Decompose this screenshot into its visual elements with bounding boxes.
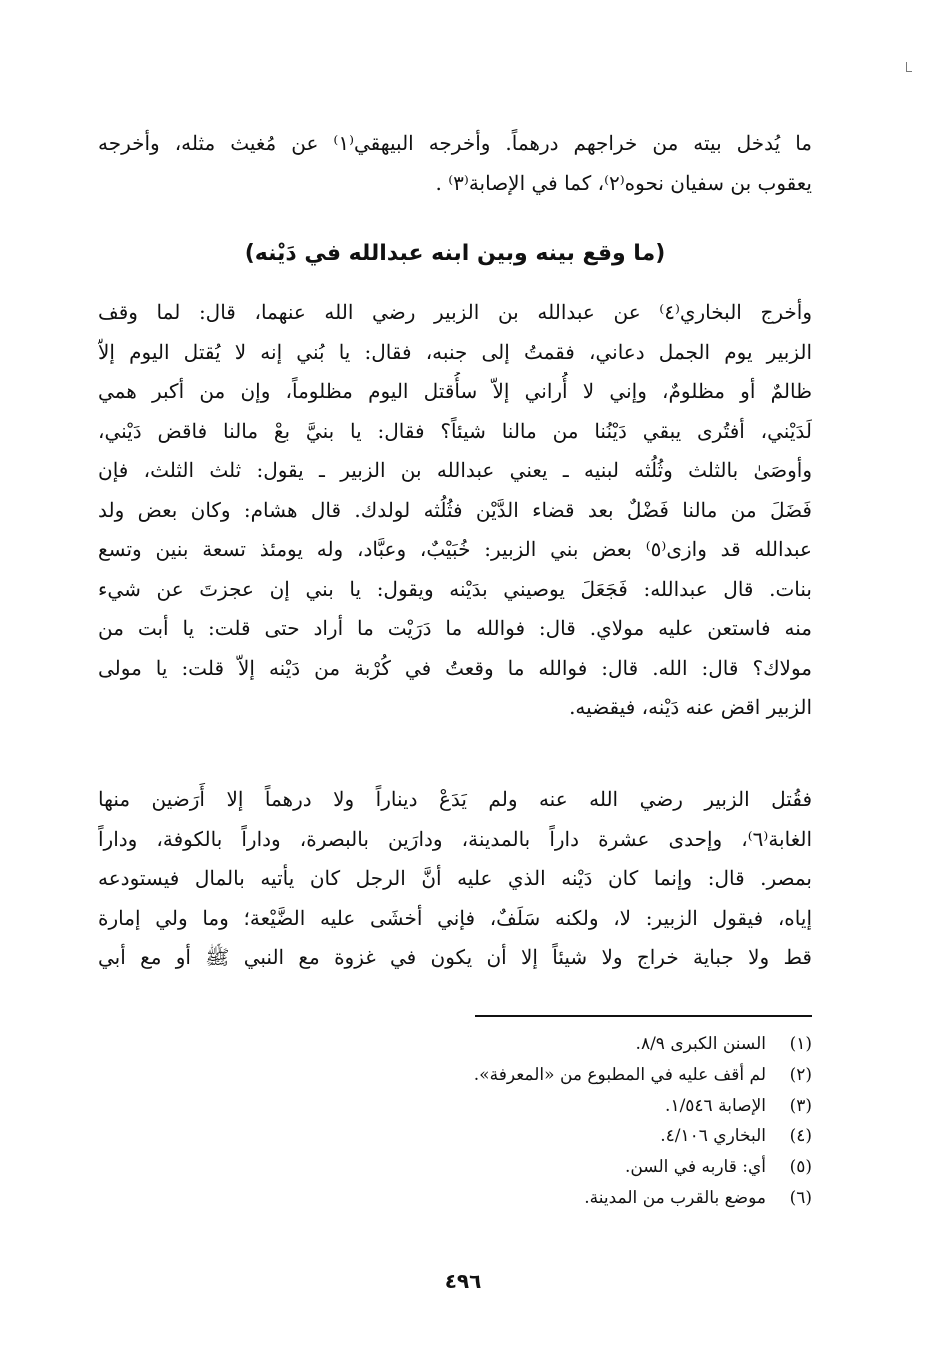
footnote-number: (٣) bbox=[789, 1095, 812, 1116]
footnote-text: موضع بالقرب من المدينة. bbox=[584, 1187, 766, 1208]
paragraph-line: وأخرج البخاري⁽٤⁾ عن عبدالله بن الزبير رضي الله عنهما، قال: لما وقف bbox=[98, 300, 812, 324]
intro-paragraph bbox=[98, 124, 812, 203]
footnote-text: السنن الكبرى ٨/٩. bbox=[635, 1034, 766, 1054]
section-heading: (ما وقع بينه وبين ابنه عبدالله في دَيْنه) bbox=[244, 241, 666, 266]
footnote-number: (٢) bbox=[789, 1064, 812, 1085]
page-number: ٤٩٦ bbox=[444, 1269, 482, 1293]
footnote-text: لم أقف عليه في المطبوع من «المعرفة». bbox=[473, 1064, 766, 1085]
paragraph-line: الغابة⁽٦⁾، وإحدى عشرة داراً بالمدينة، ودارَين بالبصرة، وداراً بالكوفة، وداراً bbox=[98, 826, 812, 851]
footnote bbox=[300, 1121, 812, 1152]
footnote bbox=[300, 1060, 812, 1091]
paragraph-line: إياه، فيقول الزبير: لا، ولكنه سَلَفٌ، فإني أخشَى عليه الضَّيْعة؛ وما ولي إمارة bbox=[98, 905, 812, 930]
footnote-number: (٤) bbox=[789, 1126, 812, 1147]
paragraph-line: الزبير يوم الجمل دعاني، فقمتُ إلى جنبه، فقال: يا بُني إنه لا يُقتل اليوم إلاّ bbox=[98, 339, 812, 364]
footnote-text: البخاري ٤/١٠٦. bbox=[660, 1126, 766, 1147]
footnote-number: (٥) bbox=[789, 1157, 812, 1178]
paragraph-line: مولاك؟ قال: الله. قال: فوالله ما وقعتُ في كُرْبة من دَيْنه إلاّ قلت: يا مولى bbox=[98, 655, 812, 680]
footnote-text: أي: قاربه في السن. bbox=[624, 1157, 766, 1178]
paragraph-line: لَدَيْني، أفتُرى يبقي دَيْنُنا من مالنا شيئاً؟ فقال: يا بنيَّ بعْ مالنا فاقض دَيْني، bbox=[98, 418, 812, 443]
paragraph-line: بنات. قال عبدالله: فَجَعَلَ يوصيني بدَيْنه ويقول: يا بني إن عجزتَ عن شيء bbox=[98, 576, 812, 601]
paragraph-line: الزبير اقض عنه دَيْنه، فيقضيه. bbox=[569, 695, 812, 719]
footnotes bbox=[300, 1029, 812, 1214]
paragraph-line: ظالمٌ أو مظلومٌ، وإني لا أُراني إلاّ سأُقتل اليوم مظلوماً، وإن من أكبر همي bbox=[98, 379, 812, 403]
scan-corner-mark bbox=[906, 62, 912, 72]
paragraph-line: منه فاستعن عليه مولاي. قال: فوالله ما دَرَيْت ما أراد حتى قلت: يا أبت من bbox=[98, 616, 812, 640]
intro-line: يعقوب بن سفيان نحوه⁽٢⁾، كما في الإصابة⁽٣⁾ . bbox=[435, 170, 812, 195]
footnote bbox=[300, 1183, 812, 1214]
paragraph-line: فقُتل الزبير رضي الله عنه ولم يَدَعْ ديناراً ولا درهماً إلا أَرَضين منها bbox=[98, 787, 812, 811]
paragraph-1 bbox=[98, 293, 812, 728]
paragraph-line: عبدالله قد وازى⁽٥⁾ بعض بني الزبير: خُبَيْبٌ، وعبَّاد، وله يومئذ تسعة بنين وتسع bbox=[98, 537, 812, 561]
paragraph-line: بمصر. قال: وإنما كان دَيْنه الذي عليه أنَّ الرجل كان يأتيه بالمال فيستودعه bbox=[98, 866, 812, 890]
footnote bbox=[300, 1152, 812, 1183]
footnote-text: الإصابة ١/٥٤٦. bbox=[665, 1095, 766, 1116]
footnote-number: (٦) bbox=[789, 1187, 812, 1208]
footnote-divider bbox=[475, 1015, 812, 1017]
paragraph-2 bbox=[98, 780, 812, 978]
footnote-number: (١) bbox=[789, 1034, 812, 1054]
footnote bbox=[300, 1091, 812, 1122]
footnote bbox=[300, 1029, 812, 1060]
paragraph-line: قط ولا جباية خراج ولا شيئاً إلا أن يكون في غزوة مع النبي ﷺ أو مع أبي bbox=[98, 945, 812, 969]
intro-line: ما يُدخل بيته من خراجهم درهماً. وأخرجه البيهقي⁽١⁾ عن مُغيث مثله، وأخرجه bbox=[98, 131, 812, 155]
paragraph-line: وأوصَىٰ بالثلث وثُلُثه لبنيه ـ يعني عبدالله بن الزبير ـ يقول: ثلث الثلث، فإن bbox=[98, 458, 812, 482]
paragraph-line: فَضَلَ من مالنا فَضْلٌ بعد قضاء الدَّيْن فثُلُثه لولدك. قال هشام: وكان بعض ولد bbox=[98, 497, 812, 522]
